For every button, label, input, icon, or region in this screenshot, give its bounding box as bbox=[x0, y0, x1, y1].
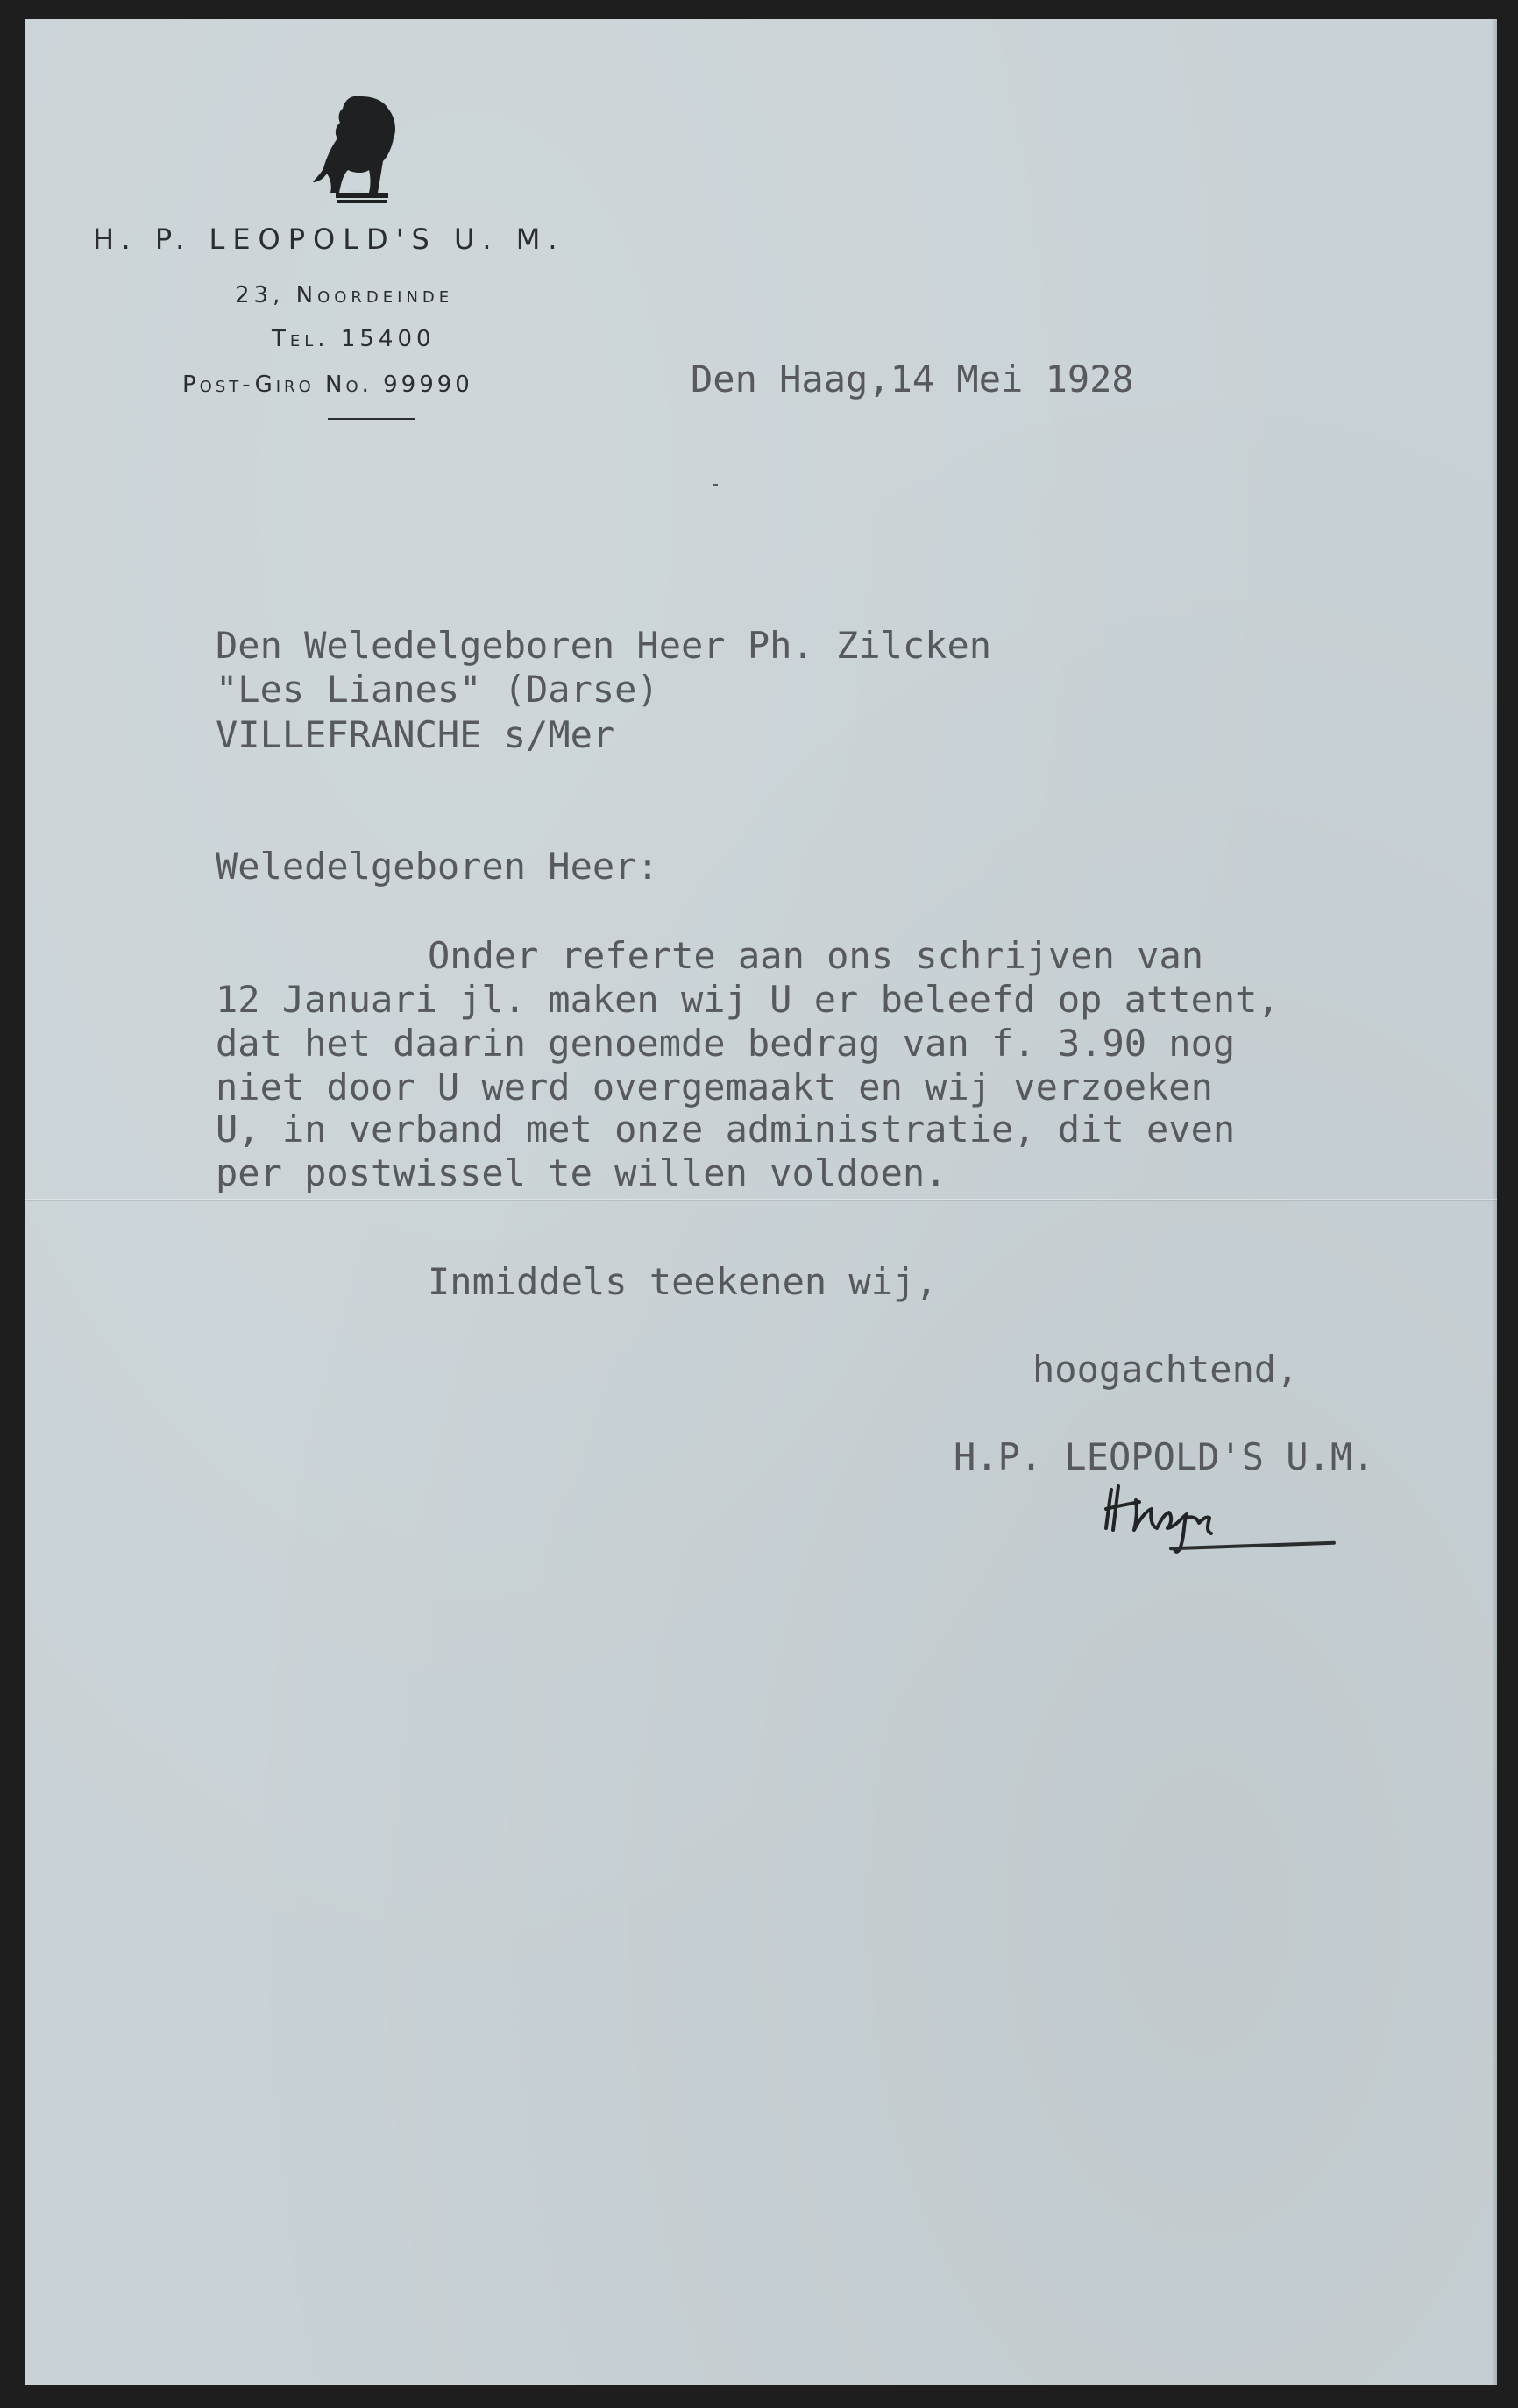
paper-fold bbox=[25, 1199, 1497, 1201]
company-name: H. P. LEOPOLD'S U. M. bbox=[93, 223, 565, 256]
recipient-line: "Les Lianes" (Darse) bbox=[216, 668, 659, 711]
company-telephone: Tel. 15400 bbox=[272, 326, 436, 352]
stray-mark bbox=[713, 484, 718, 486]
letter-date: Den Haag,14 Mei 1928 bbox=[691, 358, 1134, 400]
body-line: U, in verband met onze administratie, dit even bbox=[216, 1108, 1236, 1151]
recipient-line: Den Weledelgeboren Heer Ph. Zilcken bbox=[216, 624, 992, 667]
signatory: H.P. LEOPOLD'S U.M. bbox=[954, 1435, 1375, 1478]
body-line: niet door U werd overgemaakt en wij verzoeken bbox=[216, 1066, 1213, 1108]
letterhead-divider bbox=[328, 418, 415, 420]
company-giro: Post-Giro No. 99990 bbox=[182, 372, 473, 398]
body-line: 12 Januari jl. maken wij U er beleefd op attent, bbox=[216, 978, 1280, 1021]
complimentary-close: hoogachtend, bbox=[1032, 1348, 1299, 1391]
body-line: Onder referte aan ons schrijven van bbox=[428, 934, 1204, 977]
handwritten-signature bbox=[1085, 1465, 1295, 1570]
body-line: per postwissel te willen voldoen. bbox=[216, 1151, 947, 1194]
lion-icon bbox=[309, 91, 406, 209]
letter-sheet bbox=[25, 19, 1497, 2385]
body-line: dat het daarin genoemde bedrag van f. 3.90 nog bbox=[216, 1022, 1236, 1065]
company-address: 23, Noordeinde bbox=[235, 282, 454, 308]
recipient-line: VILLEFRANCHE s/Mer bbox=[216, 713, 615, 756]
paper-edge bbox=[1492, 19, 1497, 2385]
salutation: Weledelgeboren Heer: bbox=[216, 845, 659, 888]
closing-line: Inmiddels teekenen wij, bbox=[428, 1260, 938, 1303]
